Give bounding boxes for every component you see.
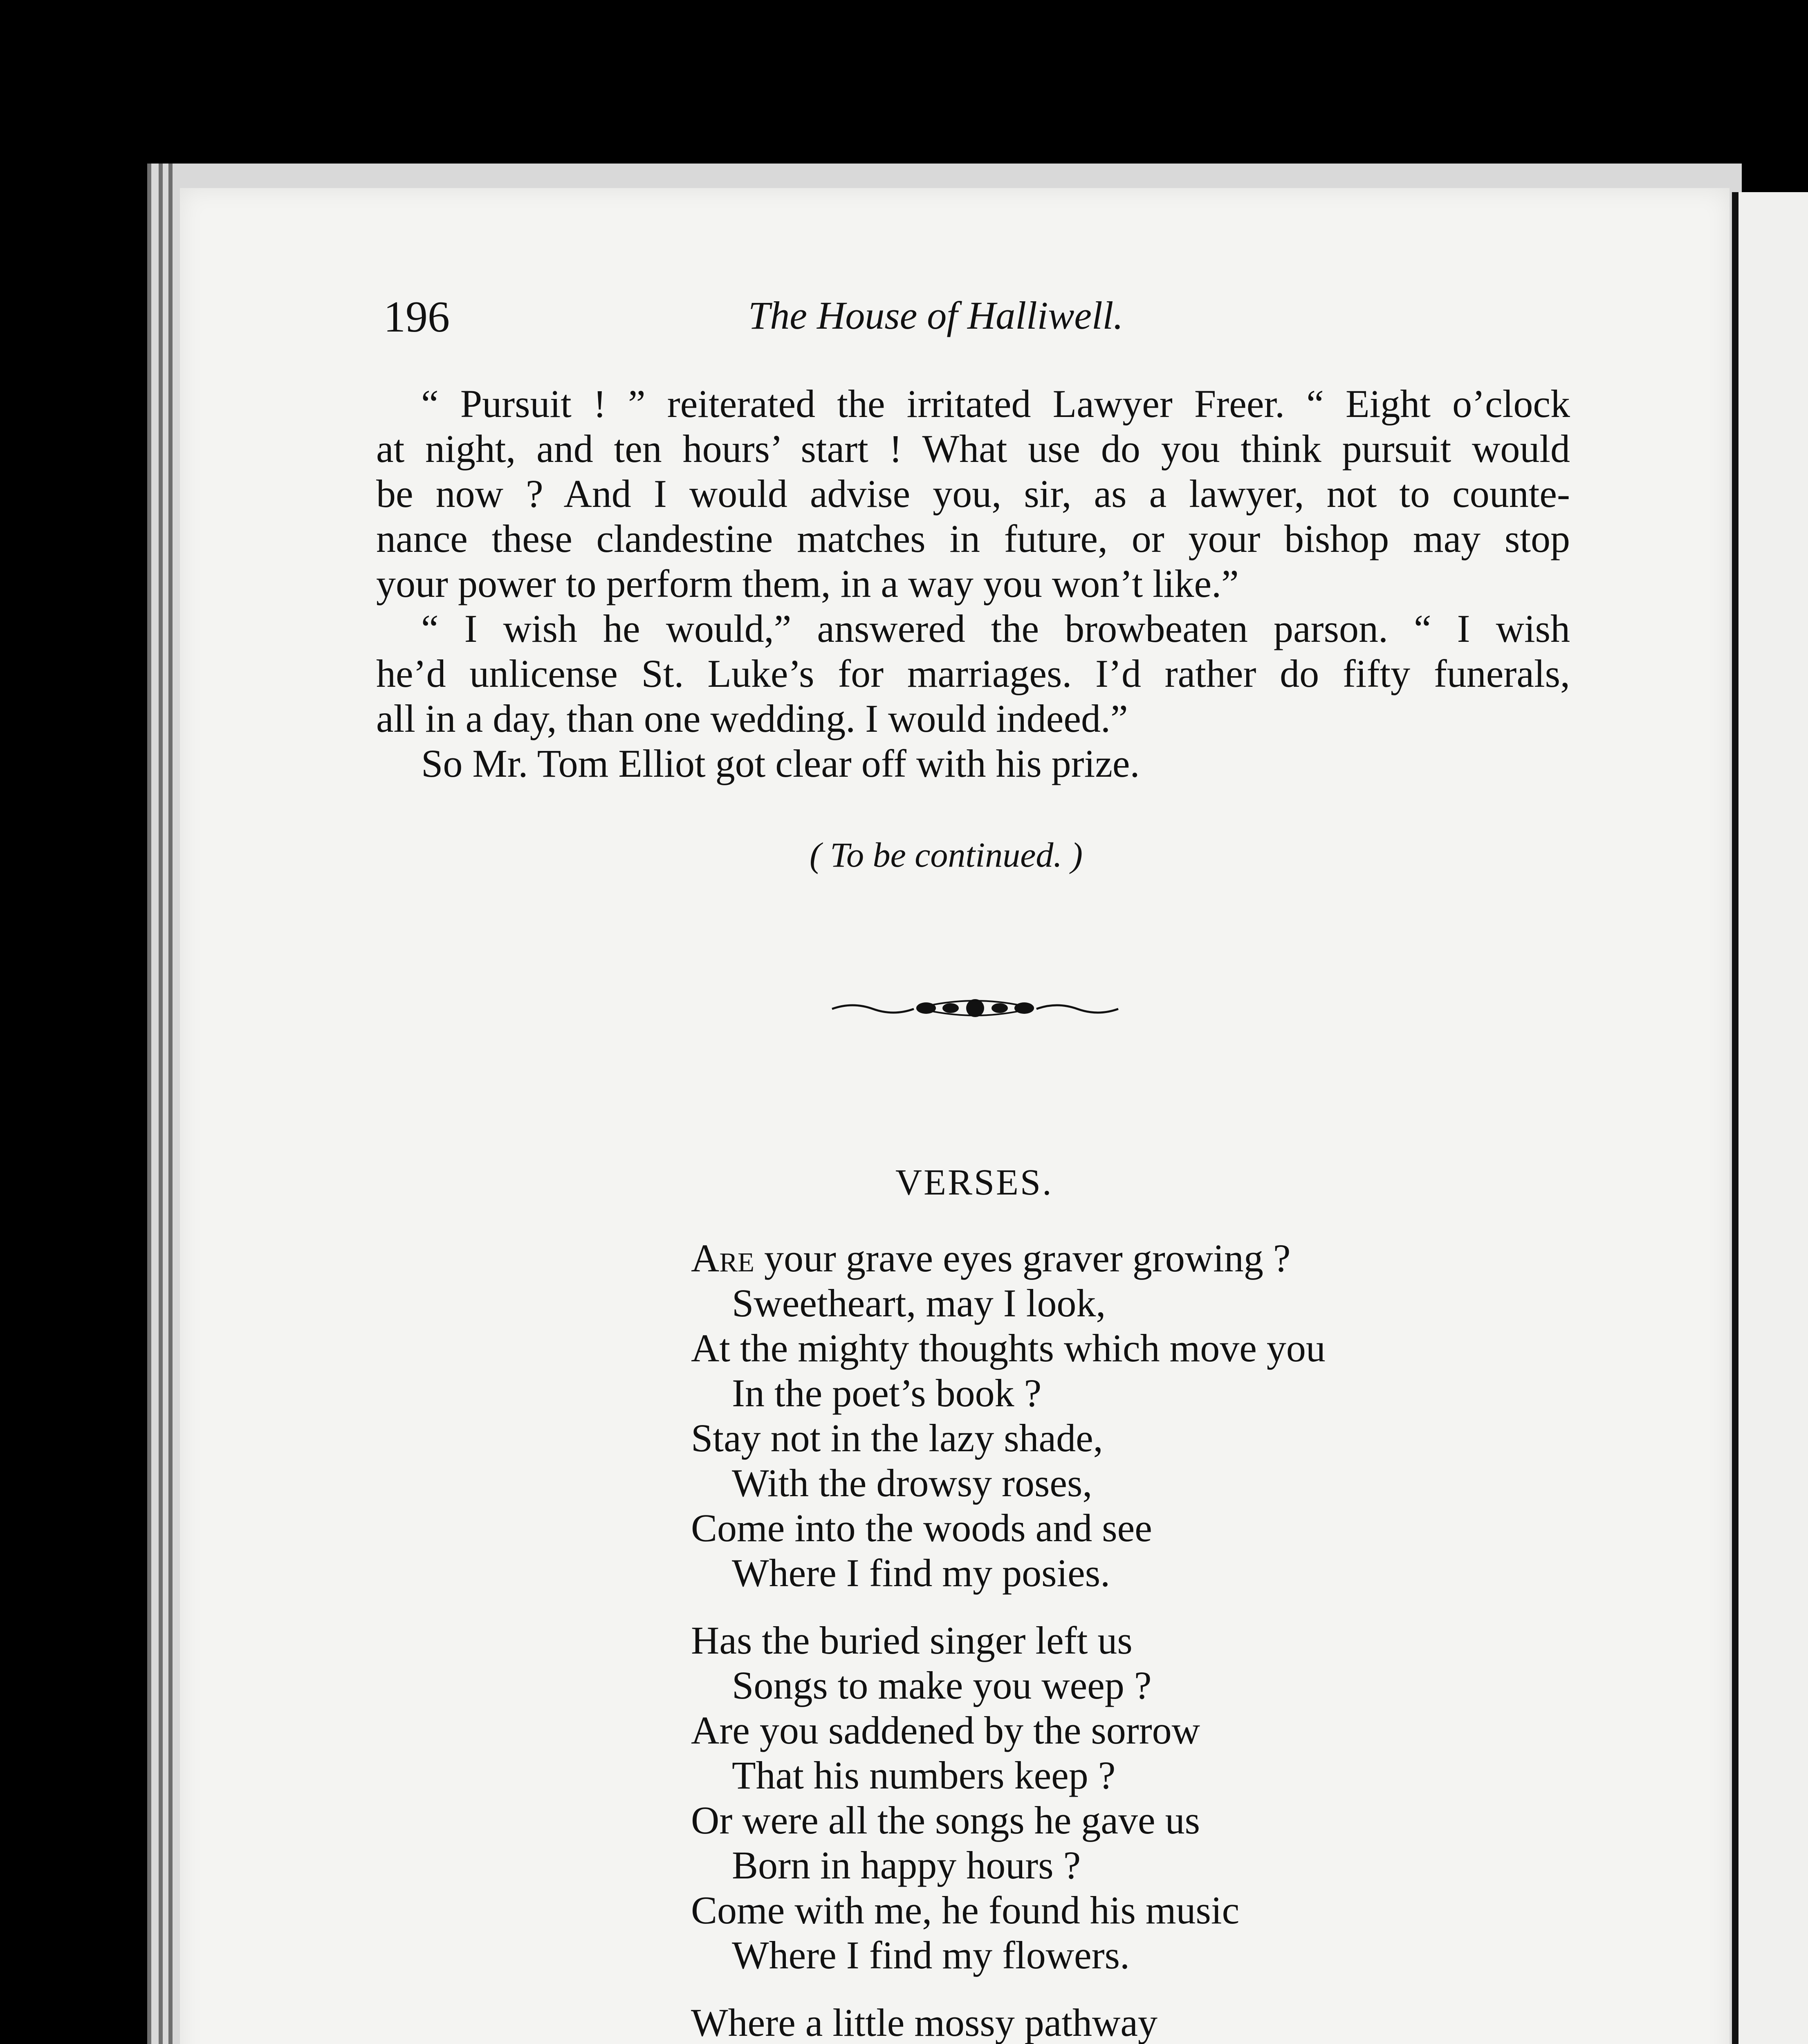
poem-first-word: Are: [691, 1236, 754, 1280]
facing-page-edge: [1732, 192, 1808, 2044]
poem-line: Are you saddened by the sorrow: [691, 1708, 1200, 1752]
prose-line: be now ? And I would advise you, sir, as a lawyer, not to counte-: [376, 472, 1570, 515]
poem-line: Where I find my flowers.: [732, 1933, 1130, 1977]
poem-line: Sweetheart, may I look,: [732, 1281, 1106, 1325]
floral-divider-icon: [828, 989, 1122, 1026]
prose-line: all in a day, than one wedding. I would indeed.”: [376, 697, 1128, 740]
poem-line: Where I find my posies.: [732, 1551, 1110, 1595]
prose-line: “ I wish he would,” answered the browbeaten parson. “ I wish: [421, 607, 1570, 650]
poem-line: At the mighty thoughts which move you: [691, 1326, 1326, 1370]
poem-line: Songs to make you weep ?: [732, 1663, 1152, 1707]
page-edge-line: [147, 164, 151, 2044]
prose-line: he’d unlicense St. Luke’s for marriages. I’d rather do fifty funerals,: [376, 652, 1570, 695]
prose-line: So Mr. Tom Elliot got clear off with his prize.: [421, 742, 1140, 785]
poem-line: Stay not in the lazy shade,: [691, 1416, 1103, 1460]
poem-line: Come with me, he found his music: [691, 1888, 1240, 1932]
poem-title: VERSES.: [895, 1162, 1053, 1203]
poem-line: Born in happy hours ?: [732, 1843, 1081, 1887]
poem-line: Has the buried singer left us: [691, 1618, 1133, 1662]
poem-line: [691, 1236, 1291, 1280]
prose-line: at night, and ten hours’ start ! What use do you think pursuit would: [376, 427, 1570, 471]
prose-line: “ Pursuit ! ” reiterated the irritated Lawyer Freer. “ Eight o’clock: [421, 382, 1570, 426]
poem-line: Come into the woods and see: [691, 1506, 1152, 1550]
page-number: 196: [384, 293, 450, 341]
to-be-continued: ( To be continued. ): [810, 835, 1083, 874]
running-title: The House of Halliwell.: [748, 294, 1124, 337]
prose-line: nance these clandestine matches in future, or your bishop may stop: [376, 517, 1570, 560]
poem-line: With the drowsy roses,: [732, 1461, 1092, 1505]
prose-line: your power to perform them, in a way you won’t like.”: [376, 562, 1239, 605]
page-edge-line: [159, 164, 163, 2044]
poem-line: That his numbers keep ?: [732, 1753, 1116, 1797]
page-edge-line: [168, 164, 173, 2044]
poem-first-line-rest: your grave eyes graver growing ?: [754, 1236, 1291, 1280]
poem-line: Or were all the songs he gave us: [691, 1798, 1200, 1842]
poem-line: In the poet’s book ?: [732, 1371, 1042, 1415]
poem-line: Where a little mossy pathway: [691, 2001, 1157, 2044]
